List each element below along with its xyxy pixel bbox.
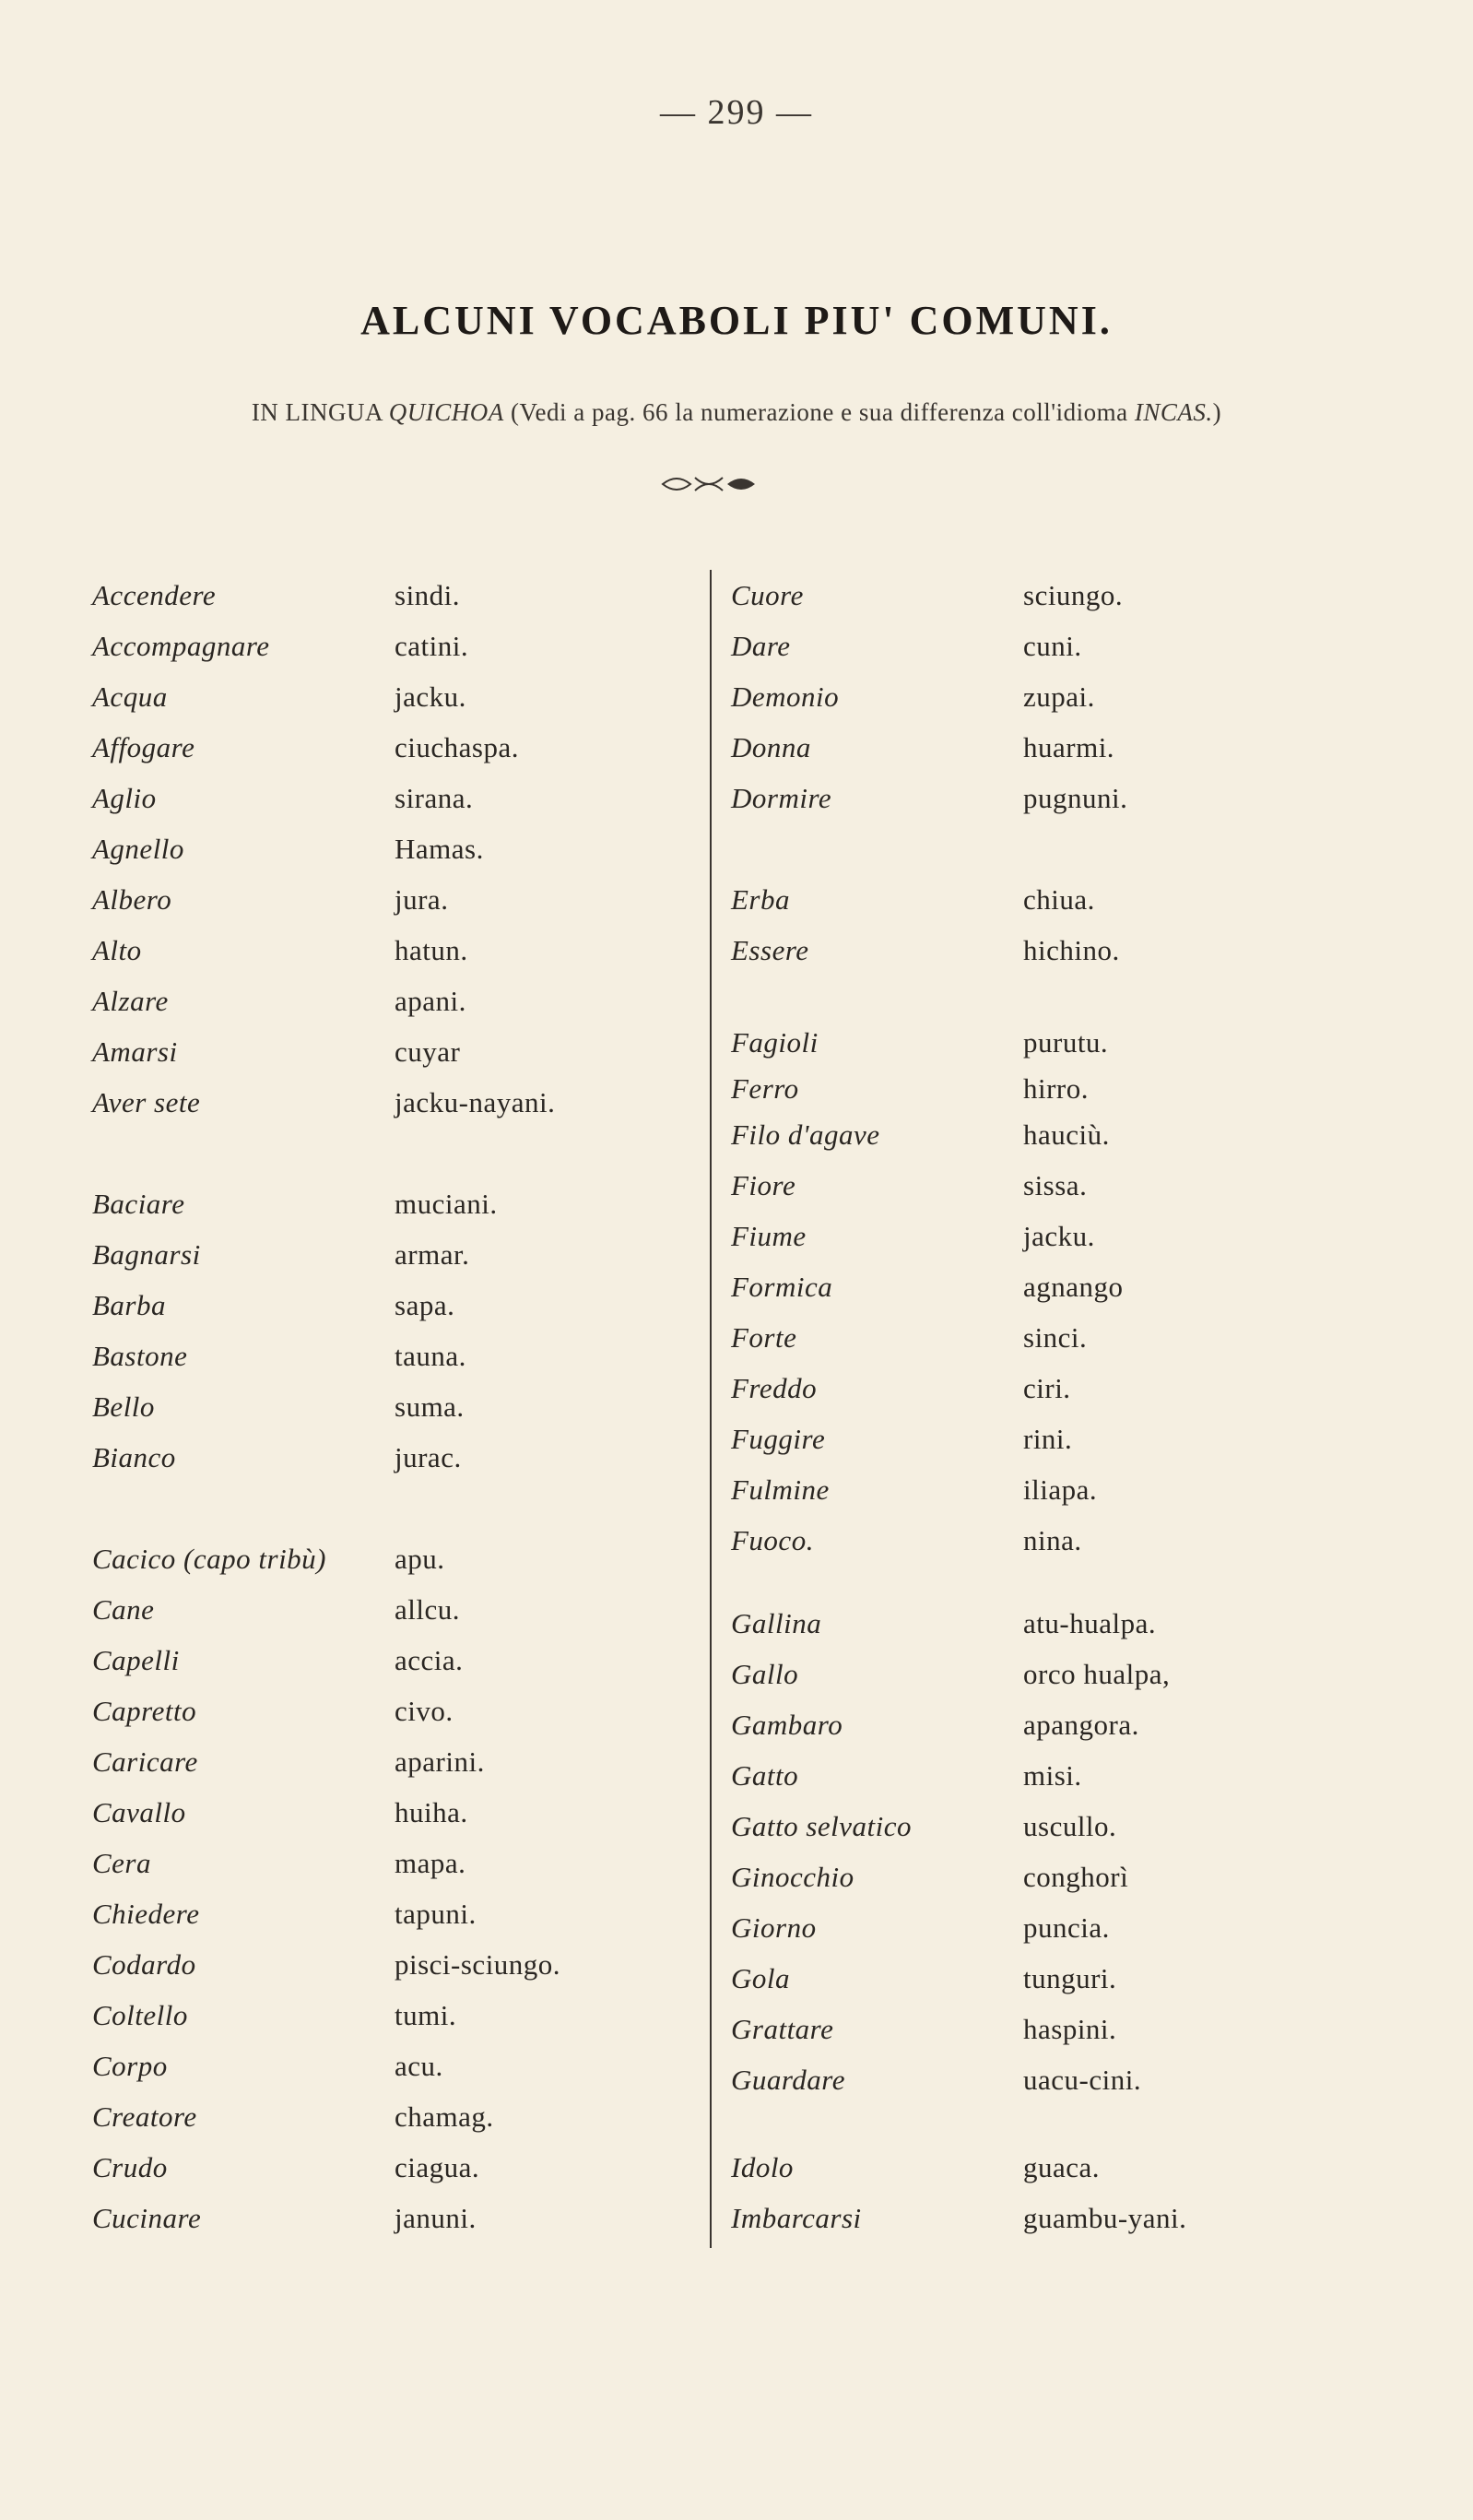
right-definition: agnango bbox=[1023, 1271, 1124, 1303]
left-word: Coltello bbox=[92, 1999, 188, 2031]
right-word: Gatto selvatico bbox=[731, 1810, 913, 1842]
left-word: Aglio bbox=[92, 782, 157, 814]
left-word: Cavallo bbox=[92, 1796, 186, 1828]
right-word: Dare bbox=[731, 630, 791, 662]
right-word: Fulmine bbox=[731, 1473, 830, 1506]
left-word: Crudo bbox=[92, 2151, 168, 2183]
left-definition: allcu. bbox=[395, 1593, 460, 1626]
right-definition: ciri. bbox=[1023, 1372, 1071, 1404]
right-definition: uscullo. bbox=[1023, 1810, 1117, 1842]
right-word: Gallo bbox=[731, 1658, 799, 1690]
right-word: Gola bbox=[731, 1962, 790, 1994]
right-word: Filo d'agave bbox=[731, 1118, 880, 1151]
right-word: Guardare bbox=[731, 2064, 845, 2096]
right-definition: jacku. bbox=[1023, 1220, 1095, 1252]
left-definition: muciani. bbox=[395, 1188, 498, 1220]
right-word: Ginocchio bbox=[731, 1861, 854, 1893]
left-definition: hatun. bbox=[395, 934, 468, 966]
right-word: Fuoco. bbox=[731, 1524, 814, 1556]
left-definition: huiha. bbox=[395, 1796, 468, 1828]
right-definition: huarmi. bbox=[1023, 731, 1115, 763]
left-word: Accompagnare bbox=[92, 630, 270, 662]
left-definition: sapa. bbox=[395, 1289, 455, 1321]
right-definition: chiua. bbox=[1023, 883, 1095, 916]
left-definition: cuyar bbox=[395, 1035, 461, 1068]
right-definition: haspini. bbox=[1023, 2013, 1117, 2045]
right-word: Fuggire bbox=[731, 1423, 826, 1455]
right-definition: guaca. bbox=[1023, 2151, 1101, 2183]
right-definition: hauciù. bbox=[1023, 1118, 1110, 1151]
left-word: Affogare bbox=[92, 731, 195, 763]
left-word: Caricare bbox=[92, 1745, 198, 1778]
left-word: Agnello bbox=[92, 833, 184, 865]
left-word: Baciare bbox=[92, 1188, 185, 1220]
left-word: Corpo bbox=[92, 2050, 168, 2082]
column-divider bbox=[710, 570, 712, 2248]
right-word: Imbarcarsi bbox=[731, 2202, 862, 2234]
left-definition: acu. bbox=[395, 2050, 443, 2082]
right-definition: iliapa. bbox=[1023, 1473, 1098, 1506]
left-definition: sindi. bbox=[395, 579, 461, 611]
left-definition: chamag. bbox=[395, 2100, 494, 2133]
right-definition: puncia. bbox=[1023, 1911, 1110, 1944]
right-word: Formica bbox=[731, 1271, 833, 1303]
right-word: Gambaro bbox=[731, 1709, 843, 1741]
left-definition: tumi. bbox=[395, 1999, 457, 2031]
left-definition: jurac. bbox=[395, 1441, 462, 1473]
right-definition: cuni. bbox=[1023, 630, 1082, 662]
left-word: Creatore bbox=[92, 2100, 197, 2133]
left-word: Amarsi bbox=[92, 1035, 178, 1068]
right-definition: guambu-yani. bbox=[1023, 2202, 1187, 2234]
right-definition: nina. bbox=[1023, 1524, 1082, 1556]
left-definition: apu. bbox=[395, 1543, 445, 1575]
left-word: Cacico (capo tribù) bbox=[92, 1543, 327, 1575]
right-definition: sciungo. bbox=[1023, 579, 1124, 611]
subtitle bbox=[0, 398, 1473, 427]
subtitle-ref: INCAS. bbox=[1134, 398, 1213, 426]
left-definition: jacku-nayani. bbox=[395, 1086, 556, 1118]
right-word: Grattare bbox=[731, 2013, 834, 2045]
left-word: Cera bbox=[92, 1847, 151, 1879]
left-definition: ciagua. bbox=[395, 2151, 480, 2183]
right-word: Erba bbox=[731, 883, 790, 916]
left-definition: ciuchaspa. bbox=[395, 731, 519, 763]
left-definition: jacku. bbox=[395, 680, 466, 713]
right-definition: hirro. bbox=[1023, 1072, 1090, 1105]
left-word: Accendere bbox=[92, 579, 217, 611]
right-word: Fagioli bbox=[731, 1026, 819, 1059]
right-word: Ferro bbox=[731, 1072, 799, 1105]
left-word: Barba bbox=[92, 1289, 166, 1321]
left-word: Alto bbox=[92, 934, 142, 966]
left-word: Bagnarsi bbox=[92, 1238, 201, 1271]
left-word: Cucinare bbox=[92, 2202, 202, 2234]
left-definition: catini. bbox=[395, 630, 469, 662]
right-definition: hichino. bbox=[1023, 934, 1120, 966]
right-definition: rini. bbox=[1023, 1423, 1073, 1455]
left-word: Aver sete bbox=[92, 1086, 201, 1118]
left-definition: sirana. bbox=[395, 782, 474, 814]
right-definition: tunguri. bbox=[1023, 1962, 1117, 1994]
left-word: Acqua bbox=[92, 680, 168, 713]
left-definition: jura. bbox=[395, 883, 449, 916]
ornament-icon bbox=[658, 470, 760, 498]
left-word: Bianco bbox=[92, 1441, 176, 1473]
right-word: Cuore bbox=[731, 579, 804, 611]
right-word: Demonio bbox=[731, 680, 840, 713]
left-word: Albero bbox=[92, 883, 172, 916]
right-definition: apangora. bbox=[1023, 1709, 1139, 1741]
left-word: Codardo bbox=[92, 1948, 196, 1981]
right-definition: zupai. bbox=[1023, 680, 1095, 713]
page-number: — 299 — bbox=[660, 93, 813, 132]
left-definition: mapa. bbox=[395, 1847, 466, 1879]
left-definition: pisci-sciungo. bbox=[395, 1948, 561, 1981]
left-word: Bello bbox=[92, 1390, 155, 1423]
subtitle-prefix: IN LINGUA bbox=[251, 398, 383, 426]
left-definition: tauna. bbox=[395, 1340, 466, 1372]
left-definition: apani. bbox=[395, 985, 466, 1017]
right-word: Idolo bbox=[731, 2151, 794, 2183]
left-word: Alzare bbox=[92, 985, 169, 1017]
left-definition: Hamas. bbox=[395, 833, 484, 865]
right-word: Fiore bbox=[731, 1169, 796, 1201]
right-definition: misi. bbox=[1023, 1759, 1082, 1792]
right-word: Donna bbox=[731, 731, 811, 763]
left-definition: accia. bbox=[395, 1644, 464, 1676]
right-definition: purutu. bbox=[1023, 1026, 1109, 1059]
right-word: Essere bbox=[731, 934, 809, 966]
left-definition: aparini. bbox=[395, 1745, 485, 1778]
subtitle-language: QUICHOA bbox=[388, 398, 504, 426]
right-word: Forte bbox=[731, 1321, 797, 1354]
left-definition: januni. bbox=[395, 2202, 477, 2234]
right-word: Gallina bbox=[731, 1607, 822, 1639]
left-word: Capelli bbox=[92, 1644, 180, 1676]
subtitle-note: (Vedi a pag. 66 la numerazione e sua differenza coll'idioma bbox=[511, 398, 1128, 426]
left-word: Cane bbox=[92, 1593, 155, 1626]
right-word: Gatto bbox=[731, 1759, 799, 1792]
right-word: Freddo bbox=[731, 1372, 818, 1404]
right-definition: conghorì bbox=[1023, 1861, 1129, 1893]
right-word: Giorno bbox=[731, 1911, 817, 1944]
right-word: Fiume bbox=[731, 1220, 807, 1252]
right-definition: sinci. bbox=[1023, 1321, 1088, 1354]
right-word: Dormire bbox=[731, 782, 832, 814]
right-definition: pugnuni. bbox=[1023, 782, 1128, 814]
right-definition: sissa. bbox=[1023, 1169, 1088, 1201]
left-word: Capretto bbox=[92, 1695, 197, 1727]
right-definition: uacu-cini. bbox=[1023, 2064, 1142, 2096]
subtitle-close: ) bbox=[1212, 398, 1222, 426]
right-definition: atu-hualpa. bbox=[1023, 1607, 1157, 1639]
right-definition: orco hualpa, bbox=[1023, 1658, 1171, 1690]
page-title: ALCUNI VOCABOLI PIU' COMUNI. bbox=[360, 298, 1113, 343]
left-definition: tapuni. bbox=[395, 1898, 477, 1930]
left-word: Chiedere bbox=[92, 1898, 200, 1930]
left-word: Bastone bbox=[92, 1340, 188, 1372]
left-definition: civo. bbox=[395, 1695, 454, 1727]
left-definition: armar. bbox=[395, 1238, 470, 1271]
left-definition: suma. bbox=[395, 1390, 465, 1423]
